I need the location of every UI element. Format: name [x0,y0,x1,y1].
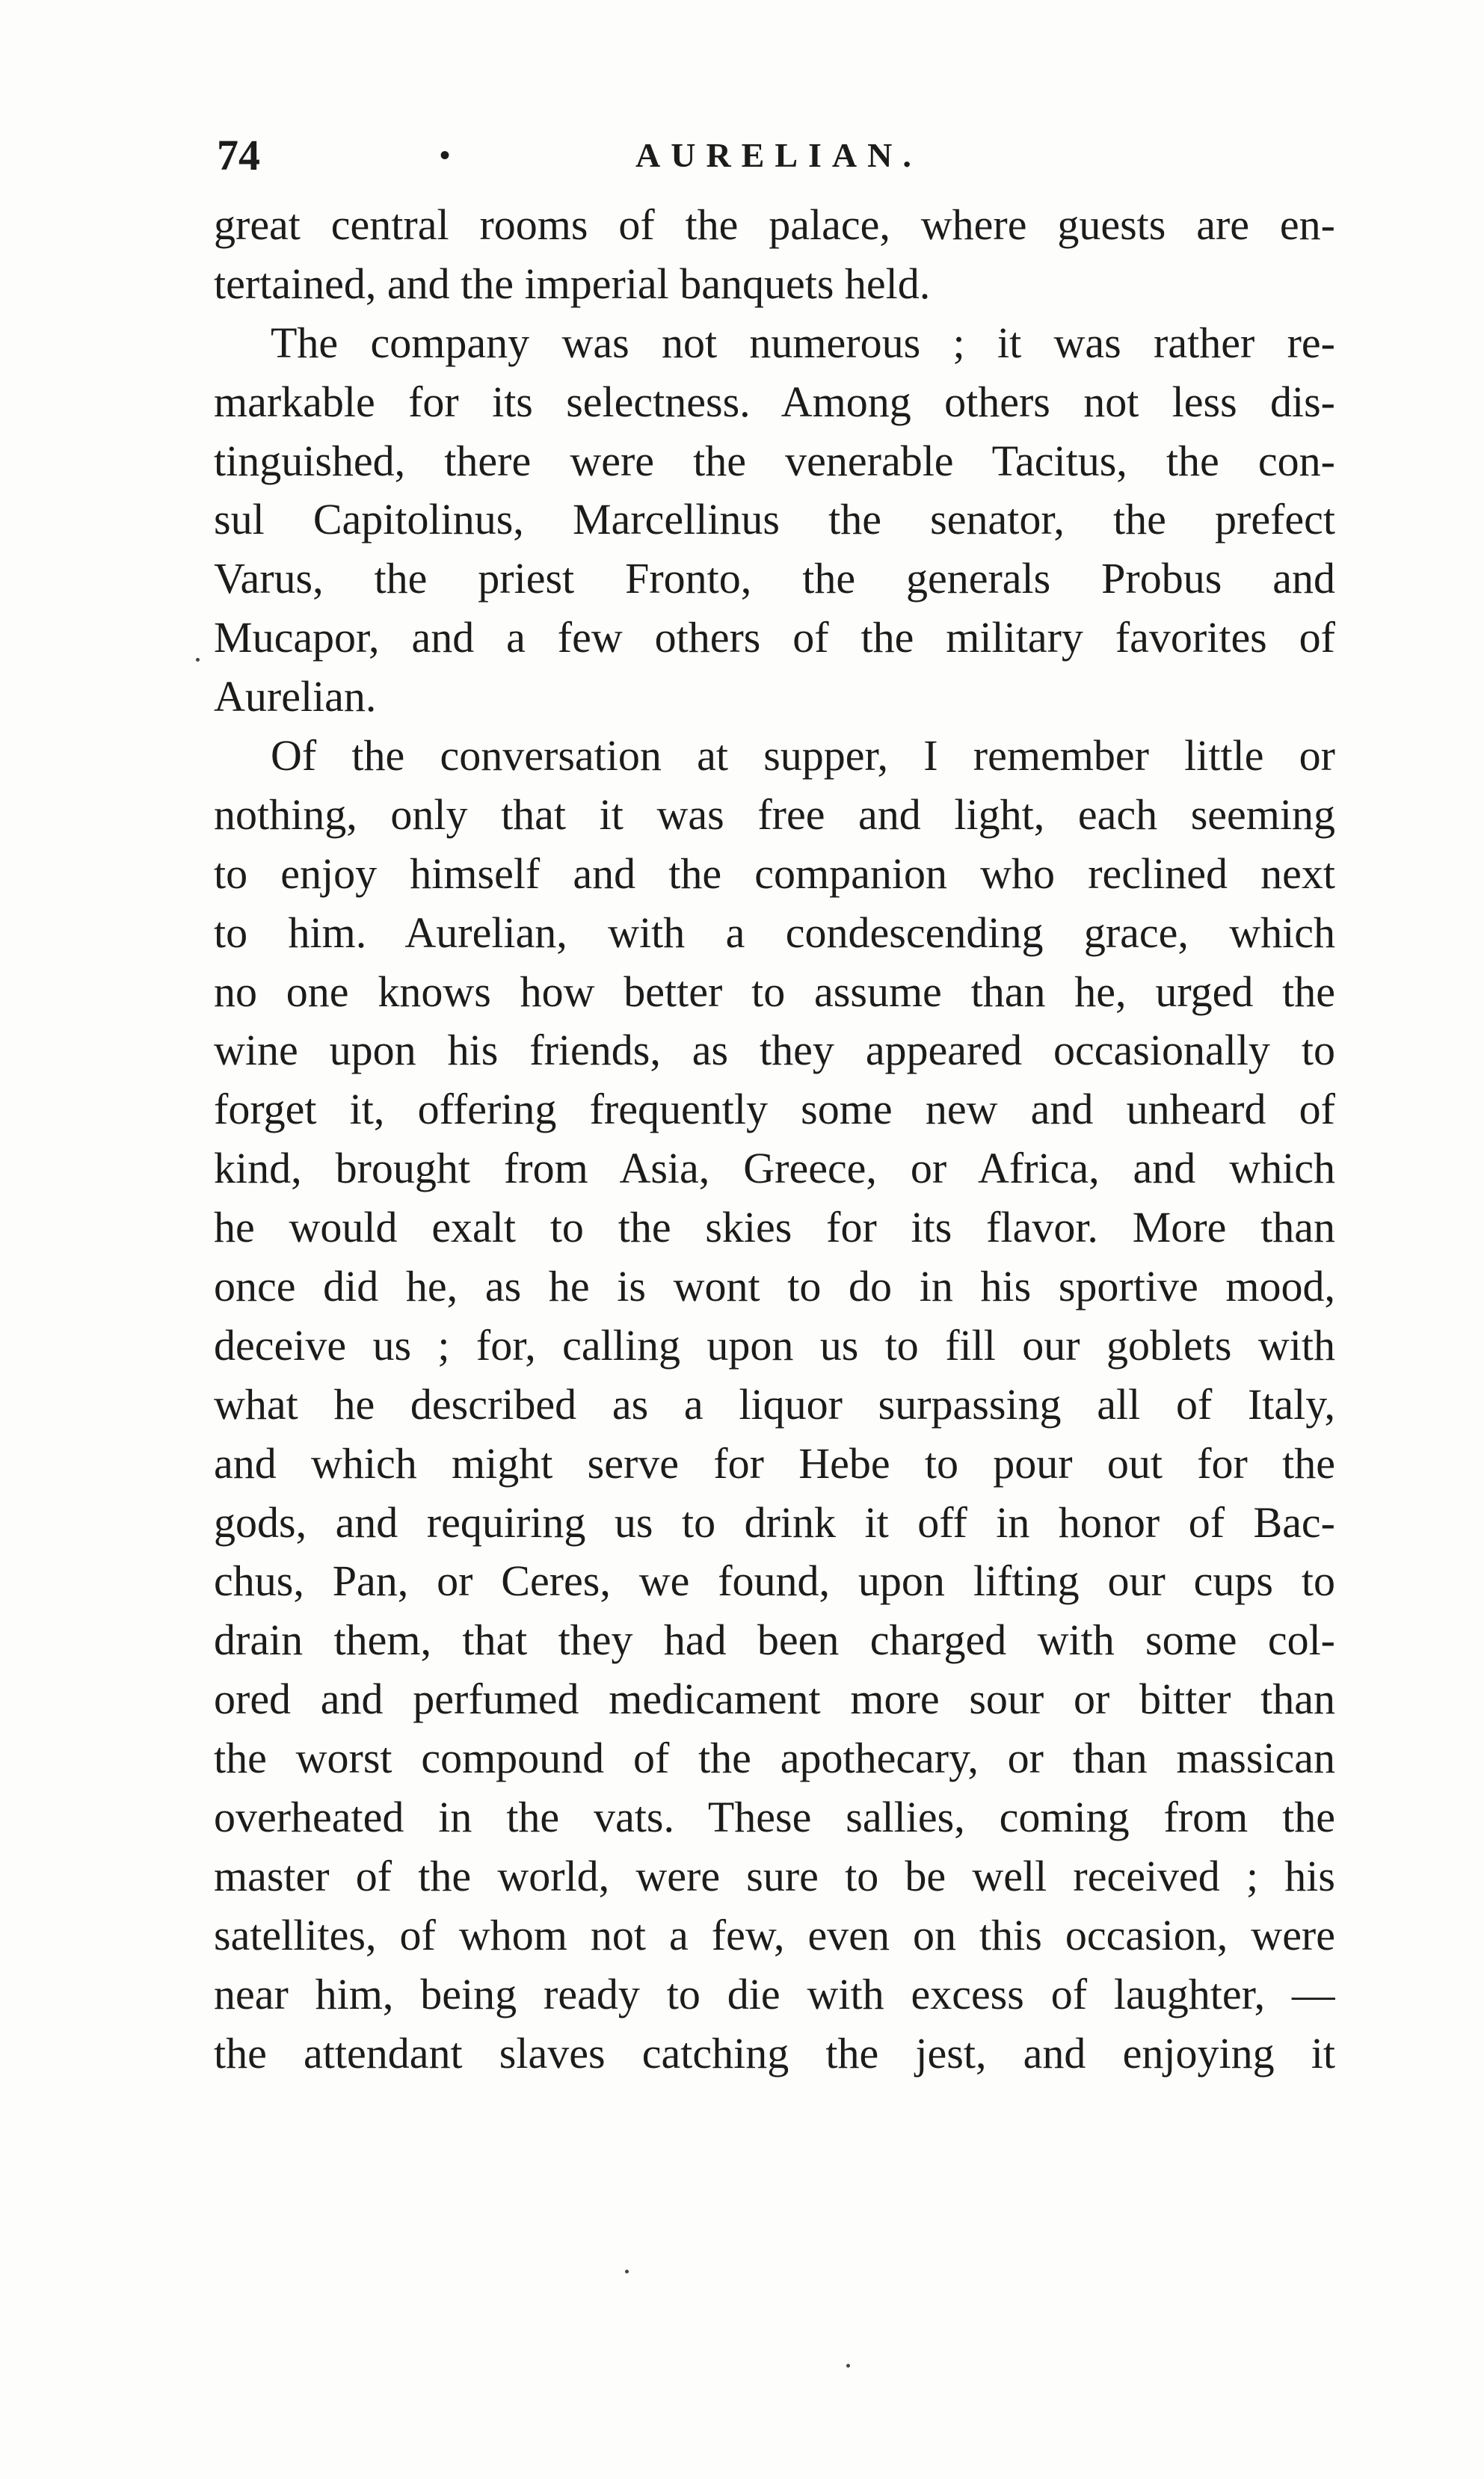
text-line: Varus, the priest Fronto, the generals Probus and [214,554,1335,603]
text-line: forget it, offering frequently some new and unheard of [214,1085,1335,1134]
text-line: wine upon his friends, as they appeared occasionally to [214,1026,1335,1075]
print-speck [846,2364,850,2368]
text-line: deceive us ; for, calling upon us to fill our goblets with [214,1320,1335,1370]
text-line: tertained, and the imperial banquets held. [214,259,931,308]
text-line: sul Capitolinus, Marcellinus the senator, the prefect [214,495,1335,544]
text-line: master of the world, were sure to be well received ; his [214,1851,1335,1900]
text-line: the attendant slaves catching the jest, and enjoying it [214,2028,1335,2078]
text-line: near him, being ready to die with excess of laughter, — [214,1969,1335,2018]
text-line: Mucapor, and a few others of the military favorites of [214,613,1335,662]
text-line: and which might serve for Hebe to pour out for the [214,1438,1335,1488]
text-line: what he described as a liquor surpassing all of Italy, [214,1379,1335,1429]
text-line: chus, Pan, or Ceres, we found, upon lifting our cups to [214,1556,1335,1606]
text-line: drain them, that they had been charged with some col- [214,1616,1335,1665]
running-title: AURELIAN. [635,136,922,174]
text-line: overheated in the vats. These sallies, coming from the [214,1793,1335,1842]
page-number: 74 [217,131,260,179]
text-line: satellites, of whom not a few, even on this occasion, were [214,1910,1335,1959]
print-speck [625,2270,629,2273]
text-line: Of the conversation at supper, I remember little or [271,731,1335,780]
text-line: gods, and requiring us to drink it off in honor of Bac- [214,1497,1335,1547]
text-line: to him. Aurelian, with a condescending grace, which [214,908,1335,957]
text-line: great central rooms of the palace, where guests are en- [214,200,1335,249]
page-header [217,126,1338,185]
text-line: tinguished, there were the venerable Tacitus, the con- [214,436,1335,485]
print-speck [196,658,200,662]
text-line: kind, brought from Asia, Greece, or Africa, and which [214,1144,1335,1193]
text-line: no one knows how better to assume than he, urged the [214,967,1335,1016]
body-text [214,196,1335,2084]
text-line: markable for its selectness. Among others not less dis- [214,377,1335,426]
header-ornament-dot: • [440,138,451,172]
text-line: ored and perfumed medicament more sour or bitter than [214,1675,1335,1724]
text-line: he would exalt to the skies for its flavor. More than [214,1203,1335,1252]
text-line: the worst compound of the apothecary, or than massican [214,1734,1335,1783]
text-line: The company was not numerous ; it was rather re- [271,318,1335,367]
text-line: to enjoy himself and the companion who reclined next [214,849,1335,898]
text-line: nothing, only that it was free and light, each seeming [214,789,1335,839]
text-line: once did he, as he is wont to do in his sportive mood, [214,1262,1335,1311]
text-line: Aurelian. [214,672,377,721]
